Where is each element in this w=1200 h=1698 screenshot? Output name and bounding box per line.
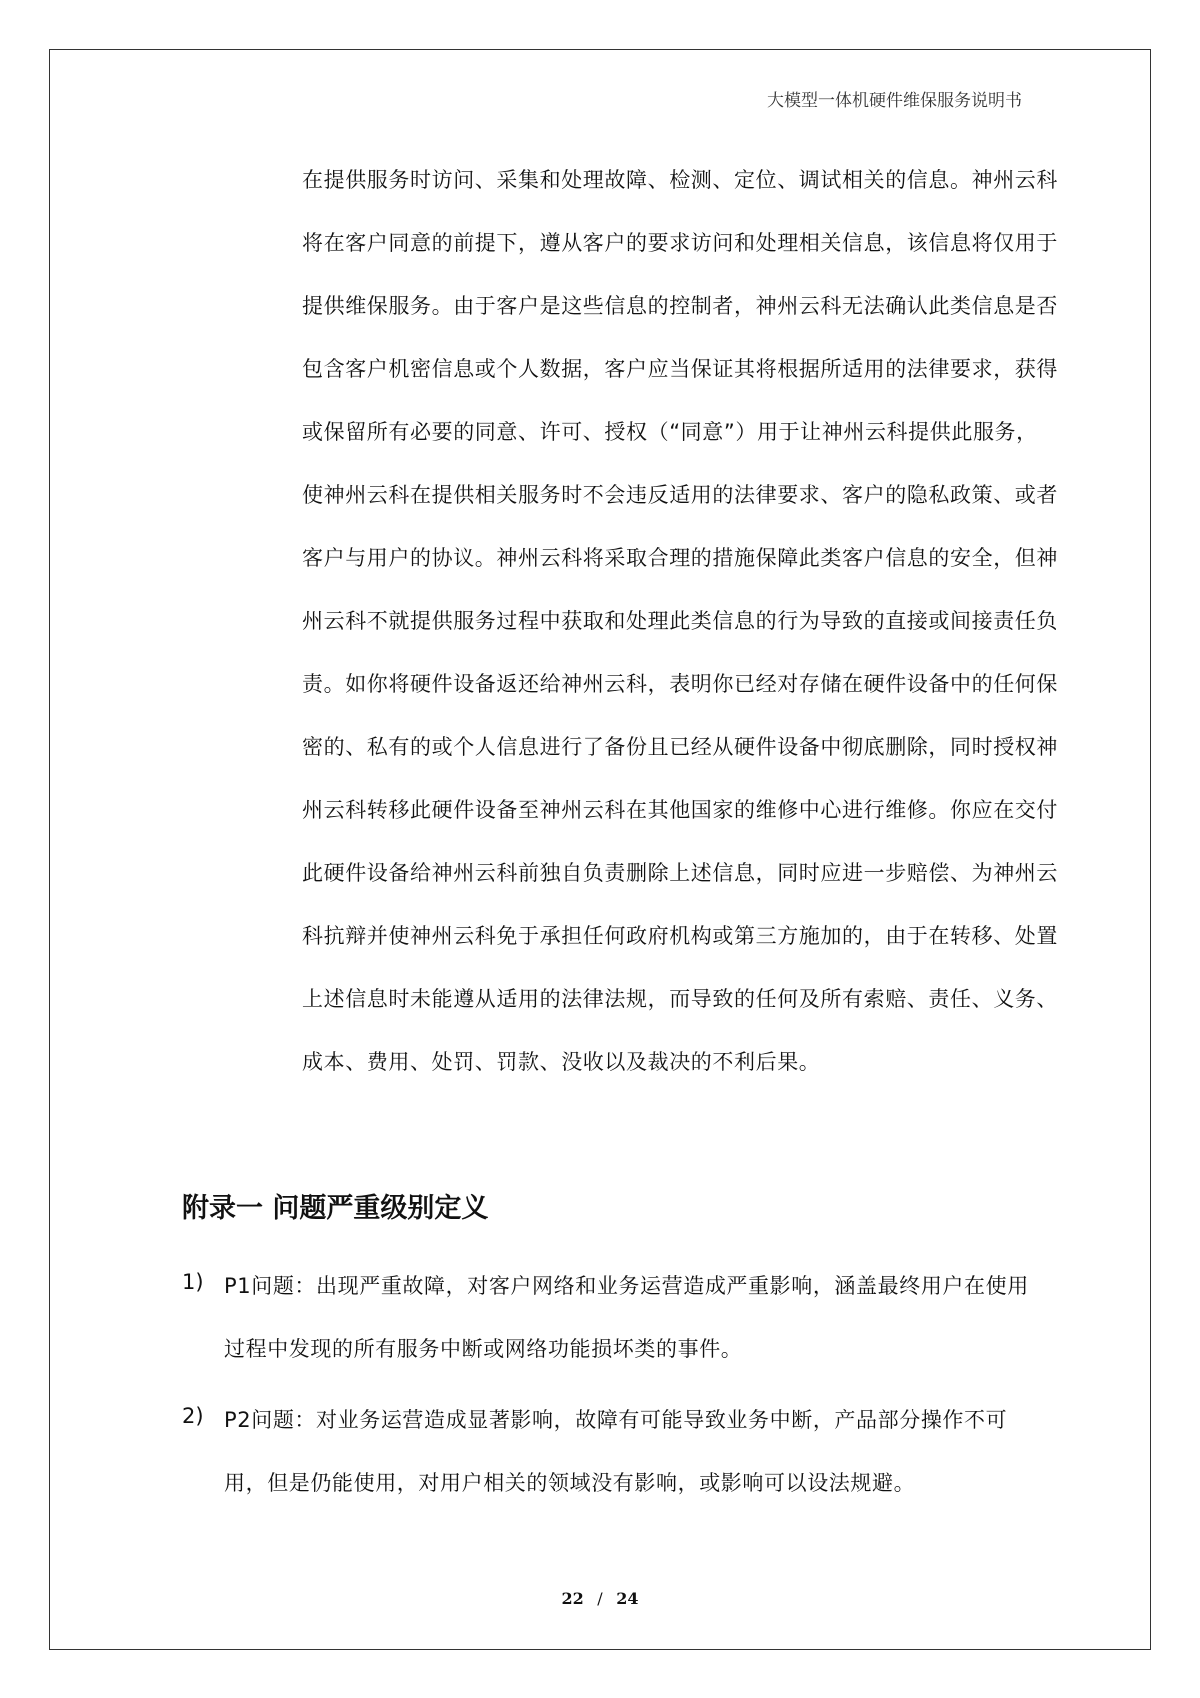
paragraph-line: 科抗辩并使神州云科免于承担任何政府机构或第三方施加的，由于在转移、处置 <box>302 924 1058 948</box>
paragraph-line: 提供维保服务。由于客户是这些信息的控制者，神州云科无法确认此类信息是否 <box>302 294 1058 318</box>
paragraph-line: 州云科转移此硬件设备至神州云科在其他国家的维修中心进行维修。你应在交付 <box>302 798 1058 822</box>
paragraph-line: 在提供服务时访问、采集和处理故障、检测、定位、调试相关的信息。神州云科 <box>302 168 1058 192</box>
running-header: 大模型一体机硬件维保服务说明书 <box>767 91 1022 111</box>
paragraph-line: 上述信息时未能遵从适用的法律法规，而导致的任何及所有索赔、责任、义务、 <box>302 987 1058 1011</box>
paragraph-line: 此硬件设备给神州云科前独自负责删除上述信息，同时应进一步赔偿、为神州云 <box>302 861 1058 885</box>
paragraph-line: 成本、费用、处罚、罚款、没收以及裁决的不利后果。 <box>302 1050 821 1074</box>
paragraph-line: 使神州云科在提供相关服务时不会违反适用的法律要求、客户的隐私政策、或者 <box>302 483 1058 507</box>
appendix-heading: 附录一 问题严重级别定义 <box>182 1193 489 1224</box>
paragraph-line: 将在客户同意的前提下，遵从客户的要求访问和处理相关信息，该信息将仅用于 <box>302 231 1058 255</box>
list-item-number: 1) <box>182 1270 204 1294</box>
total-pages: 24 <box>616 1589 639 1608</box>
page-separator: / <box>597 1589 603 1608</box>
list-item-text: P1问题：出现严重故障，对客户网络和业务运营造成严重影响，涵盖最终用户在使用 <box>224 1274 1029 1298</box>
list-item-text: P2问题：对业务运营造成显著影响，故障有可能导致业务中断，产品部分操作不可 <box>224 1408 1008 1432</box>
current-page: 22 <box>561 1589 584 1608</box>
paragraph-line: 包含客户机密信息或个人数据，客户应当保证其将根据所适用的法律要求，获得 <box>302 357 1058 381</box>
list-item-text: 用，但是仍能使用，对用户相关的领域没有影响，或影响可以设法规避。 <box>224 1471 916 1495</box>
paragraph-line: 密的、私有的或个人信息进行了备份且已经从硬件设备中彻底删除，同时授权神 <box>302 735 1058 759</box>
page-number <box>0 1589 1200 1608</box>
paragraph-line: 客户与用户的协议。神州云科将采取合理的措施保障此类客户信息的安全，但神 <box>302 546 1058 570</box>
paragraph-line: 州云科不就提供服务过程中获取和处理此类信息的行为导致的直接或间接责任负 <box>302 609 1058 633</box>
paragraph-line: 责。如你将硬件设备返还给神州云科，表明你已经对存储在硬件设备中的任何保 <box>302 672 1058 696</box>
paragraph-line: 或保留所有必要的同意、许可、授权（“同意”）用于让神州云科提供此服务， <box>302 420 1038 444</box>
list-item-number: 2) <box>182 1404 204 1428</box>
list-item-text: 过程中发现的所有服务中断或网络功能损坏类的事件。 <box>224 1337 743 1361</box>
